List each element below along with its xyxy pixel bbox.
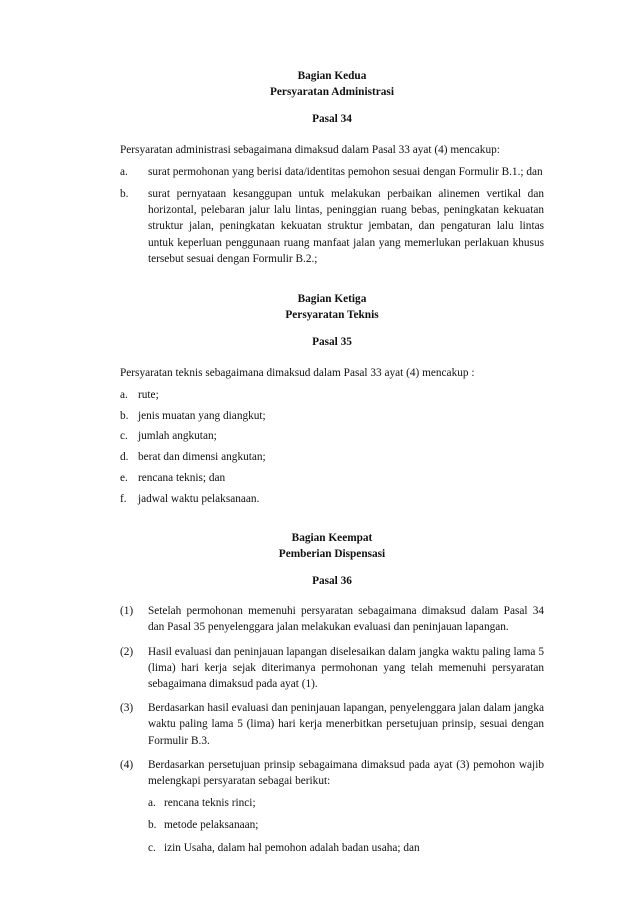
sub-list-item-label: b. bbox=[148, 819, 157, 832]
sub-list-item bbox=[148, 817, 544, 833]
list-item-label: a. bbox=[120, 388, 128, 401]
list-item-text: jadwal waktu pelaksanaan. bbox=[138, 492, 260, 505]
numbered-item-text: Setelah permohonan memenuhi persyaratan sebagaimana dimaksud dalam Pasal 34 dan Pasal 35 penyelenggara jalan melakukan evaluasi dan peninjauan lapangan. bbox=[148, 605, 544, 634]
numbered-item-text: Hasil evaluasi dan peninjauan lapangan diselesaikan dalam jangka waktu paling lama 5 (lima) hari kerja sejak diterimanya permohonan yang telah memenuhi persyaratan sebagaimana dimaksud pada ayat (1). bbox=[148, 645, 544, 691]
sub-list-item bbox=[148, 840, 544, 856]
list-item bbox=[120, 428, 544, 444]
sub-list-item-text: rencana teknis rinci; bbox=[164, 797, 256, 810]
list-item-text: jumlah angkutan; bbox=[138, 430, 217, 443]
numbered-item bbox=[120, 757, 544, 856]
list-item bbox=[120, 186, 544, 267]
section-title: Bagian Keempat bbox=[291, 531, 373, 544]
section-heading-bagian-ketiga bbox=[120, 291, 544, 323]
numbered-item-text: Berdasarkan hasil evaluasi dan peninjauan lapangan, penyelenggara jalan dalam jangka waktu paling lama 5 (lima) hari kerja menerbitkan persetujuan prinsip, sesuai dengan Formulir B.3. bbox=[148, 702, 544, 747]
list-item-label: b. bbox=[120, 409, 129, 422]
document-content bbox=[120, 68, 544, 864]
section-title: Bagian Kedua bbox=[297, 70, 367, 82]
section-spacer bbox=[120, 512, 544, 530]
list-item-text: rute; bbox=[138, 388, 159, 401]
section-subtitle: Persyaratan Administrasi bbox=[270, 86, 394, 99]
pasal-35-intro: Persyaratan teknis sebagaimana dimaksud dalam Pasal 33 ayat (4) mencakup : bbox=[120, 366, 475, 379]
pasal-35-heading: Pasal 35 bbox=[312, 336, 352, 349]
sub-list-item-label: a. bbox=[148, 797, 156, 810]
section-subtitle: Pemberian Dispensasi bbox=[278, 547, 386, 560]
numbered-item-body bbox=[148, 757, 544, 856]
list-item-text: berat dan dimensi angkutan; bbox=[138, 451, 266, 464]
pasal-36-heading: Pasal 36 bbox=[312, 575, 352, 588]
list-item bbox=[120, 449, 544, 465]
numbered-item bbox=[120, 603, 544, 635]
numbered-item-label: (1) bbox=[120, 605, 134, 618]
section-spacer bbox=[120, 273, 544, 291]
numbered-item-label: (3) bbox=[120, 702, 134, 715]
sub-list-item-text: metode pelaksanaan; bbox=[164, 819, 259, 832]
list-item-text: jenis muatan yang diangkut; bbox=[138, 409, 266, 422]
list-item-label: b. bbox=[120, 188, 129, 201]
sub-list-item-text: izin Usaha, dalam hal pemohon adalah badan usaha; dan bbox=[164, 841, 420, 854]
list-item-label: a. bbox=[120, 165, 128, 178]
numbered-item bbox=[120, 644, 544, 693]
sub-list-item bbox=[148, 795, 544, 811]
section-subtitle: Persyaratan Teknis bbox=[285, 309, 379, 322]
list-item-label: c. bbox=[120, 430, 128, 443]
section-title: Bagian Ketiga bbox=[297, 293, 367, 306]
list-item-label: f. bbox=[120, 492, 127, 505]
section-heading-bagian-keempat bbox=[120, 530, 544, 562]
list-item-text: surat pernyataan kesanggupan untuk melakukan perbaikan alinemen vertikal dan horizontal, pelebaran jalur lalu lintas, peninggian ruang bebas, peningkatan kekuatan struktur jalan, peningkatan kekuatan struktur jembatan, dan pengaturan lalu lintas untuk keperluan penggunaan ruang manfaat jalan yang memerlukan perlakuan khusus tersebut sesuai dengan Formulir B.2.; bbox=[148, 188, 544, 265]
list-item bbox=[120, 408, 544, 424]
list-item-label: d. bbox=[120, 451, 129, 464]
numbered-item bbox=[120, 700, 544, 749]
list-item-text: surat permohonan yang berisi data/identitas pemohon sesuai dengan Formulir B.1.; dan bbox=[148, 165, 543, 178]
pasal-34-heading: Pasal 34 bbox=[312, 113, 352, 126]
list-item bbox=[120, 387, 544, 403]
section-heading-bagian-kedua bbox=[120, 68, 544, 100]
list-item-text: rencana teknis; dan bbox=[138, 472, 226, 485]
list-item bbox=[120, 470, 544, 486]
numbered-item-label: (2) bbox=[120, 645, 134, 658]
list-item bbox=[120, 164, 544, 180]
sub-list-item-label: c. bbox=[148, 841, 156, 854]
numbered-item-label: (4) bbox=[120, 758, 134, 771]
pasal-34-intro: Persyaratan administrasi sebagaimana dimaksud dalam Pasal 33 ayat (4) mencakup: bbox=[120, 143, 500, 156]
list-item-label: e. bbox=[120, 472, 128, 485]
list-item bbox=[120, 491, 544, 507]
numbered-item-text: Berdasarkan persetujuan prinsip sebagaimana dimaksud pada ayat (3) pemohon wajib melengkapi persyaratan sebagai berikut: bbox=[148, 758, 544, 788]
